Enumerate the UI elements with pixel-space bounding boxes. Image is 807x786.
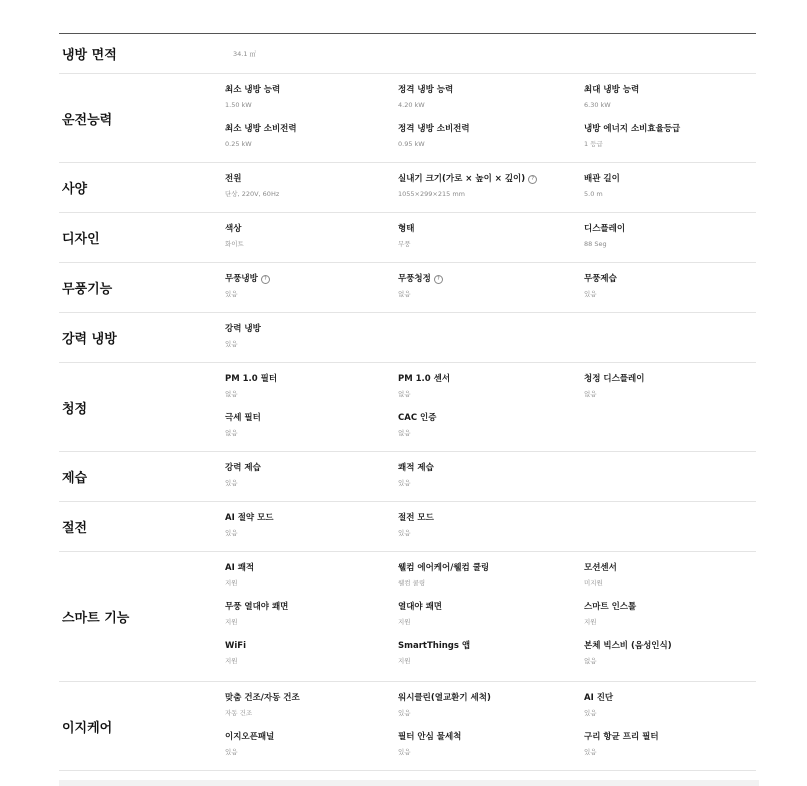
spec-item xyxy=(225,731,398,770)
spec-label-text: AI 진단 xyxy=(584,693,614,703)
spec-value: 없음 xyxy=(584,390,597,398)
spec-label-text: 형태 xyxy=(398,224,415,234)
spec-item xyxy=(584,601,756,640)
spec-item xyxy=(398,273,584,312)
spec-value: 4.20 kW xyxy=(398,101,425,109)
spec-label-text: 전원 xyxy=(225,174,242,184)
spec-value: 있음 xyxy=(225,340,238,348)
spec-item xyxy=(225,373,398,412)
spec-item xyxy=(225,462,398,501)
spec-label-text: PM 1.0 필터 xyxy=(225,374,278,384)
spec-value: 지원 xyxy=(584,618,597,626)
spec-value: 1055×299×215 mm xyxy=(398,190,465,198)
section-title: 스마트 기능 xyxy=(62,611,130,626)
spec-label-text: 실내기 크기(가로 × 높이 × 깊이) xyxy=(398,174,526,184)
spec-section-제습 xyxy=(59,452,756,502)
spec-label xyxy=(398,123,584,135)
spec-section-강력-냉방 xyxy=(59,313,756,363)
spec-label-text: 최대 냉방 능력 xyxy=(584,85,640,95)
spec-item xyxy=(398,173,584,212)
spec-value: 무풍 xyxy=(398,240,411,248)
spec-label-text: 색상 xyxy=(225,224,242,234)
spec-label xyxy=(225,323,398,335)
spec-item xyxy=(225,601,398,640)
spec-item xyxy=(398,562,584,601)
section-title: 제습 xyxy=(62,471,88,486)
spec-section-이지케어 xyxy=(59,682,756,771)
spec-label xyxy=(225,273,398,285)
spec-item xyxy=(584,123,756,162)
spec-item xyxy=(225,173,398,212)
spec-items xyxy=(225,263,756,312)
spec-label xyxy=(584,640,756,652)
spec-label-text: 최소 냉방 소비전력 xyxy=(225,124,297,134)
spec-label xyxy=(584,173,756,185)
section-title: 청정 xyxy=(62,401,88,417)
spec-items xyxy=(225,313,756,362)
spec-item xyxy=(398,692,584,731)
spec-label-text: 냉방 에너지 소비효율등급 xyxy=(584,124,681,134)
spec-value: 없음 xyxy=(225,429,238,437)
spec-value: 화이트 xyxy=(225,240,244,248)
spec-items xyxy=(225,552,756,681)
spec-label xyxy=(398,512,584,524)
spec-label xyxy=(398,562,584,574)
spec-item xyxy=(225,50,398,59)
spec-label xyxy=(398,640,584,652)
spec-item xyxy=(584,373,756,412)
spec-items xyxy=(225,74,756,162)
spec-label-text: 무풍제습 xyxy=(584,274,617,284)
spec-value: 미지원 xyxy=(584,579,603,587)
spec-label xyxy=(225,173,398,185)
spec-label-text: 강력 냉방 xyxy=(225,324,261,334)
spec-label xyxy=(225,373,398,385)
spec-label xyxy=(584,601,756,613)
spec-value: 있음 xyxy=(225,529,238,537)
spec-item xyxy=(584,692,756,731)
spec-value: 지원 xyxy=(225,579,238,587)
spec-item xyxy=(584,273,756,312)
section-title: 운전능력 xyxy=(62,112,113,128)
spec-label xyxy=(225,223,398,235)
spec-item xyxy=(225,640,398,679)
spec-item xyxy=(584,731,756,770)
spec-value: 없음 xyxy=(398,429,411,437)
spec-label xyxy=(225,123,398,135)
spec-label-text: WiFi xyxy=(225,641,247,651)
spec-label-text: 무풍냉방 xyxy=(225,274,258,284)
spec-label xyxy=(584,273,756,285)
spec-label xyxy=(225,601,398,613)
spec-value: 있음 xyxy=(584,748,597,756)
spec-label-text: 스마트 인스톨 xyxy=(584,602,637,612)
spec-value: 1 등급 xyxy=(584,140,603,148)
spec-value: 지원 xyxy=(398,657,411,665)
spec-value: 있음 xyxy=(398,529,411,537)
section-title: 무풍기능 xyxy=(62,282,113,297)
spec-value: 자동 건조 xyxy=(225,709,253,717)
spec-value: 없음 xyxy=(398,390,411,398)
spec-label-text: 쾌적 제습 xyxy=(398,463,434,473)
spec-value: 있음 xyxy=(398,479,411,487)
spec-value: 있음 xyxy=(398,709,411,717)
spec-label xyxy=(225,84,398,96)
spec-label xyxy=(398,223,584,235)
spec-section-절전 xyxy=(59,502,756,552)
spec-label-text: 구리 항균 프리 필터 xyxy=(584,732,659,742)
spec-section-사양 xyxy=(59,163,756,213)
section-title: 강력 냉방 xyxy=(62,332,117,347)
spec-value: 0.95 kW xyxy=(398,140,425,148)
spec-section-스마트-기능 xyxy=(59,552,756,682)
spec-label xyxy=(584,123,756,135)
spec-value: 있음 xyxy=(584,709,597,717)
spec-label xyxy=(398,412,584,424)
spec-label-text: 청정 디스플레이 xyxy=(584,374,645,384)
spec-item xyxy=(398,123,584,162)
spec-value: 0.25 kW xyxy=(225,140,252,148)
spec-item xyxy=(584,562,756,601)
spec-item xyxy=(225,692,398,731)
spec-item xyxy=(584,173,756,212)
spec-label-text: CAC 인증 xyxy=(398,413,437,423)
spec-label xyxy=(584,84,756,96)
spec-label-text: AI 쾌적 xyxy=(225,563,255,573)
spec-value: 있음 xyxy=(225,479,238,487)
spec-section-운전능력 xyxy=(59,74,756,163)
spec-item xyxy=(225,223,398,262)
spec-item xyxy=(584,84,756,123)
spec-item xyxy=(398,412,584,451)
info-icon[interactable]: ? xyxy=(261,275,270,284)
spec-value: 34.1 ㎡ xyxy=(233,49,257,58)
spec-value: 없음 xyxy=(584,657,597,665)
spec-value: 있음 xyxy=(225,290,238,298)
spec-label xyxy=(584,731,756,743)
section-title: 냉방 면적 xyxy=(62,48,117,63)
spec-label xyxy=(225,640,398,652)
spec-section-무풍기능 xyxy=(59,263,756,313)
spec-label-text: 무풍청정 xyxy=(398,274,431,284)
spec-label xyxy=(398,273,584,285)
spec-section-디자인 xyxy=(59,213,756,263)
spec-value: 5.0 m xyxy=(584,190,603,198)
spec-item xyxy=(225,562,398,601)
spec-label-text: 열대야 쾌면 xyxy=(398,602,443,612)
spec-label-text: 무풍 열대야 쾌면 xyxy=(225,602,289,612)
spec-label xyxy=(225,562,398,574)
spec-item xyxy=(225,323,398,362)
spec-label xyxy=(398,601,584,613)
spec-label xyxy=(584,223,756,235)
spec-value: 지원 xyxy=(225,657,238,665)
section-title: 디자인 xyxy=(62,232,100,247)
spec-label-text: PM 1.0 센서 xyxy=(398,374,451,384)
spec-label-text: 웰컴 에어케어/웰컴 쿨링 xyxy=(398,563,490,573)
spec-items xyxy=(225,34,756,73)
spec-label-text: 디스플레이 xyxy=(584,224,626,234)
spec-label-text: 정격 냉방 능력 xyxy=(398,85,454,95)
spec-label-text: 절전 모드 xyxy=(398,513,434,523)
spec-label-text: 맞춤 건조/자동 건조 xyxy=(225,693,300,703)
spec-label-text: 극세 필터 xyxy=(225,413,261,423)
section-title: 절전 xyxy=(62,521,88,536)
spec-item xyxy=(225,412,398,451)
spec-value: 1.50 kW xyxy=(225,101,252,109)
spec-label xyxy=(398,462,584,474)
spec-value: 88 Seg xyxy=(584,240,607,248)
spec-label xyxy=(225,462,398,474)
spec-label xyxy=(225,692,398,704)
spec-label-text: 정격 냉방 소비전력 xyxy=(398,124,470,134)
spec-label xyxy=(584,373,756,385)
spec-item xyxy=(584,640,756,679)
spec-label xyxy=(398,373,584,385)
spec-label xyxy=(584,692,756,704)
spec-item xyxy=(225,123,398,162)
spec-value: 있음 xyxy=(225,748,238,756)
section-title: 이지케어 xyxy=(62,720,113,736)
spec-label-text: 배관 길이 xyxy=(584,174,620,184)
spec-label xyxy=(225,731,398,743)
spec-item xyxy=(398,223,584,262)
spec-label xyxy=(398,84,584,96)
spec-label-text: 워시클린(열교환기 세척) xyxy=(398,693,491,703)
footer-bar xyxy=(59,780,759,786)
spec-value: 6.30 kW xyxy=(584,101,611,109)
spec-label xyxy=(398,692,584,704)
spec-value: 있음 xyxy=(398,748,411,756)
spec-value: 없음 xyxy=(225,390,238,398)
spec-label xyxy=(225,512,398,524)
spec-label xyxy=(225,412,398,424)
spec-item xyxy=(584,223,756,262)
info-icon[interactable]: ? xyxy=(528,175,537,184)
spec-items xyxy=(225,502,756,551)
spec-value: 지원 xyxy=(225,618,238,626)
spec-items xyxy=(225,163,756,212)
spec-label-text: 필터 안심 물세척 xyxy=(398,732,462,742)
section-title: 사양 xyxy=(62,182,88,197)
spec-item xyxy=(398,640,584,679)
spec-item xyxy=(398,512,584,551)
spec-items xyxy=(225,452,756,501)
spec-items xyxy=(225,213,756,262)
spec-items xyxy=(225,682,756,770)
spec-label xyxy=(398,173,584,185)
spec-section-청정 xyxy=(59,363,756,452)
spec-label-text: 모션센서 xyxy=(584,563,617,573)
spec-value: 웰컴 쿨링 xyxy=(398,579,426,587)
spec-label-text: 최소 냉방 능력 xyxy=(225,85,281,95)
spec-item xyxy=(398,462,584,501)
spec-section-냉방-면적 xyxy=(59,34,756,74)
spec-item xyxy=(225,512,398,551)
spec-item xyxy=(225,273,398,312)
spec-label-text: 본체 빅스비 (음성인식) xyxy=(584,641,672,651)
spec-label xyxy=(398,731,584,743)
info-icon[interactable]: ? xyxy=(434,275,443,284)
spec-item xyxy=(398,373,584,412)
spec-label-text: 강력 제습 xyxy=(225,463,261,473)
spec-table xyxy=(59,33,756,771)
spec-label-text: 이지오픈패널 xyxy=(225,732,275,742)
spec-items xyxy=(225,363,756,451)
spec-label xyxy=(584,562,756,574)
spec-value: 있음 xyxy=(584,290,597,298)
spec-item xyxy=(398,731,584,770)
spec-value: 없음 xyxy=(398,290,411,298)
spec-label-text: SmartThings 앱 xyxy=(398,641,471,651)
spec-item xyxy=(398,84,584,123)
spec-value: 단상, 220V, 60Hz xyxy=(225,190,280,198)
spec-item xyxy=(398,601,584,640)
spec-label-text: AI 절약 모드 xyxy=(225,513,274,523)
spec-value: 지원 xyxy=(398,618,411,626)
spec-item xyxy=(225,84,398,123)
